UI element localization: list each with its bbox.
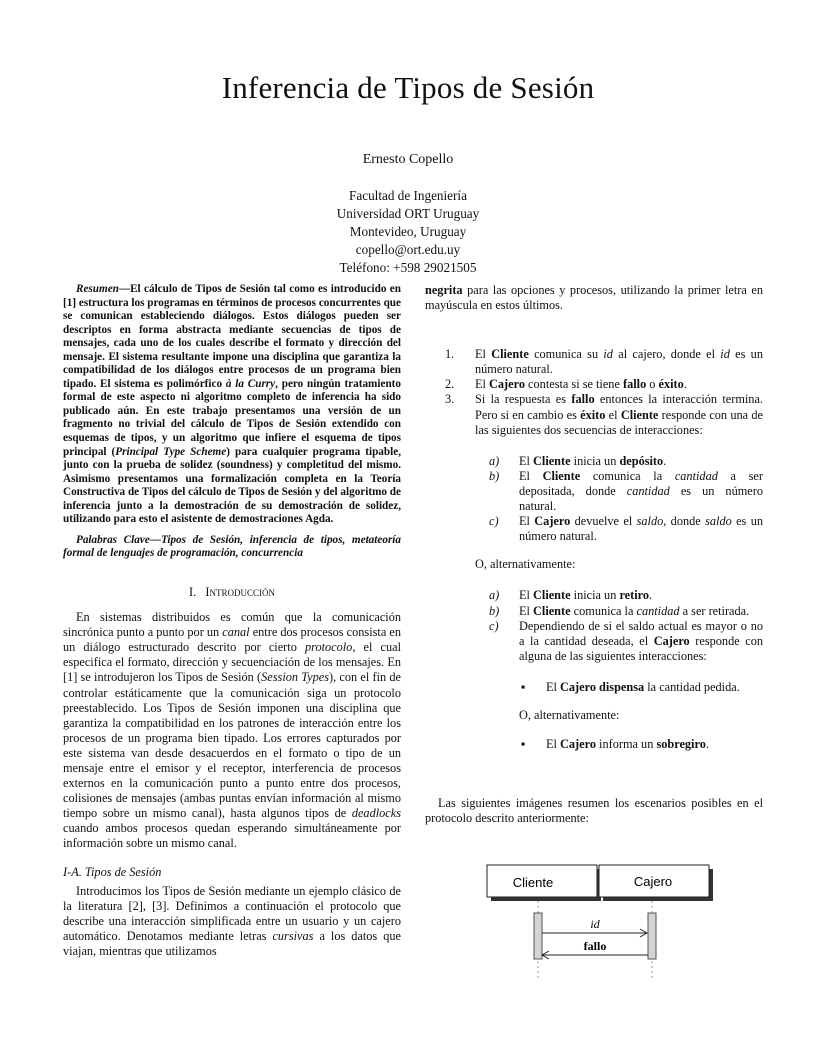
sublist-item: b) El Cliente comunica la cantidad a ser retirada. xyxy=(489,603,750,618)
alternative-text: O, alternativamente: xyxy=(475,557,576,572)
section-title: Introducción xyxy=(205,584,275,599)
bullet-item: ▪ El Cajero dispensa la cantidad pedida. xyxy=(521,679,740,694)
list-item: 1. El Cliente comunica su id al cajero, donde el id es un número natural. xyxy=(445,347,763,377)
sublist-item: c) El Cajero devuelve el saldo, donde saldo es un número natural. xyxy=(489,514,763,544)
subsection-heading: I-A. Tipos de Sesión xyxy=(63,864,162,879)
sublist-item: a) El Cliente inicia un retiro. xyxy=(489,588,653,603)
left-column xyxy=(63,283,401,959)
author-phone: Teléfono: +598 29021505 xyxy=(339,260,477,275)
abstract-label: Resumen xyxy=(76,283,119,295)
bullet-item: ▪ El Cajero informa un sobregiro. xyxy=(521,737,709,752)
intro-paragraph: En sistemas distribuidos es común que la comunicación sincrónica punto a punto por un canal entre dos procesos consista en un diálogo estructurado descrito por cierto protocolo, el cual especifica el formato, dirección y secuenciación de los mensajes. En [1] se introdujeron los Tipos de Sesión (Session Types), con el fin de controlar estáticamente que la comunicación siga un protocolo preestablecido. Los Tipos de Sesión imponen una disciplina que garantiza la compatibilidad en los patrones de interacción entre los procesos de un programa bien tipado. Los errores capturados por este sistema van desde desacuerdos en el formato o tipo de un mensaje entre el emisor y el receptor, interferencia de procesos externos en la comunicación punto a punto entre dos procesos, colisiones de mensajes (ambas puntas envían información al mismo tiempo sobre un mismo canal), hasta algunos tipos de deadlocks cuando ambos procesos quedan esperando simultáneamente por información sobre un mismo canal. xyxy=(63,610,402,851)
cliente-activation xyxy=(534,913,542,959)
cajero-label: Cajero xyxy=(633,874,673,889)
cajero-activation xyxy=(648,913,656,959)
sublist-item: c) Dependiendo de si el saldo actual es mayor o no a la cantidad deseada, el Cajero responde con alguna de las siguientes interacciones: xyxy=(489,618,764,663)
affiliation-faculty: Facultad de Ingeniería xyxy=(349,188,467,203)
author-email: copello@ort.edu.uy xyxy=(355,242,461,257)
tipos-paragraph-cont: negrita para las opciones y procesos, utilizando la primer letra en mayúscula en estos últimos. xyxy=(425,283,763,313)
bullet-square-icon: ▪ xyxy=(521,737,526,752)
affiliation-university: Universidad ORT Uruguay xyxy=(336,206,480,221)
abstract-text: —El cálculo de Tipos de Sesión tal como es introducido en [1] estructura los programas en términos de procesos concurrentes que se comunican estableciendo diálogos. Estos diálogos pueden ser descriptos en forma abstracta mediante secuencias de tipos de mensajes, cada uno de los cuales describe el formato y dirección del mensaje. El sistema resultante impone una disciplina que garantiza la compatibilidad de los diálogos entre procesos de un programa bien tipado. El sistema es polimórfico xyxy=(63,283,401,390)
message-fallo-label: fallo xyxy=(583,939,607,953)
tipos-paragraph: Introducimos los Tipos de Sesión mediante un ejemplo clásico de la literatura [2], [3]. Definimos a continuación el protocolo que describe una interacción simplificada entre un usuario y un cajero automático. Denotamos mediante letras cursivas a los datos que viajan, mientras que utilizamos xyxy=(63,883,401,958)
sublist-item: b) El Cliente comunica la cantidad a ser depositada, donde cantidad es un número natural. xyxy=(489,468,763,514)
author-name: Ernesto Copello xyxy=(362,152,454,167)
message-id-label: id xyxy=(590,917,600,931)
keywords-text: —Tipos de Sesión, inferencia de tipos, metateoría formal de lenguajes de programación, concurrencia xyxy=(63,533,401,560)
cliente-label: Cliente xyxy=(512,875,554,890)
bullet-square-icon: ▪ xyxy=(521,679,526,694)
abstract xyxy=(63,283,401,527)
affiliation xyxy=(0,187,816,277)
sequence-diagram xyxy=(480,860,720,980)
closing-paragraph: Las siguientes imágenes resumen los escenarios posibles en el protocolo descrito anteriormente: xyxy=(425,796,763,826)
section-number: I. xyxy=(188,584,197,599)
section-heading xyxy=(63,585,401,600)
abstract-pts: Principal Type Scheme xyxy=(115,445,227,458)
keywords xyxy=(63,534,401,561)
keywords-label: Palabras Clave xyxy=(76,533,150,546)
abstract-curry: à la Curry xyxy=(225,377,276,390)
abstract-text-3: ) para cualquier programa tipable, junto con la prueba de solidez (soundness) y completitud del mismo. Asimismo presentamos una formalización completa en la Teoría Constructiva de Tipos del cálculo de Tipos de Sesión y del algoritmo de inferencia junto a la demostración de su demostración de solidez, utilizando para esto el asistente de demostraciones Agda. xyxy=(63,445,401,526)
list-item: 3. Si la respuesta es fallo entonces la interacción termina. Pero si en cambio es éxito el Cliente responde con una de las siguientes dos secuencias de interacciones: xyxy=(445,392,763,437)
list-item: 2. El Cajero contesta si se tiene fallo o éxito. xyxy=(445,377,687,392)
sublist-item: a) El Cliente inicia un depósito. xyxy=(489,453,667,468)
affiliation-city: Montevideo, Uruguay xyxy=(349,224,467,239)
alternative-text: O, alternativamente: xyxy=(519,707,620,722)
abstract-text-2: , pero ningún tratamiento formal de este aspecto ni algoritmo completo de inferencia ha sido publicado aún. En este trabajo presentamos una versión de un fragmento no trivial del cálculo de Tipos de Sesión extendido con esquemas de tipos, y un algoritmo que infiere el esquema de tipos principal ( xyxy=(63,377,401,458)
paper-title: Inferencia de Tipos de Sesión xyxy=(221,70,595,105)
right-column xyxy=(425,283,763,826)
